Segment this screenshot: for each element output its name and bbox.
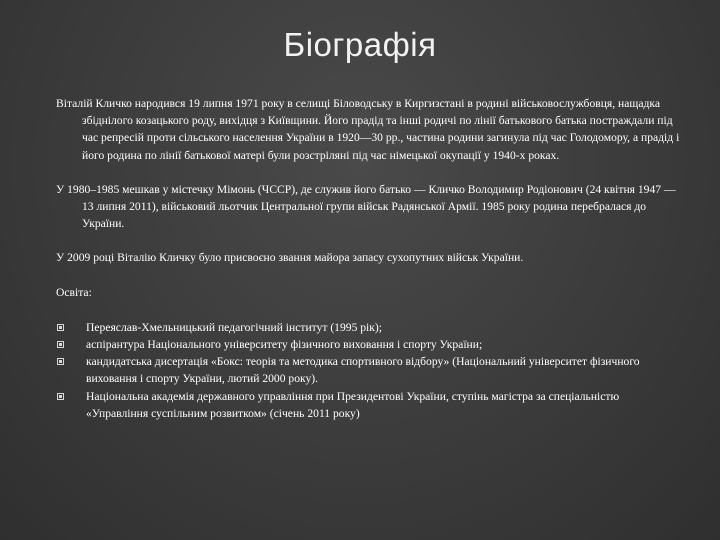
bullet-icon bbox=[57, 341, 64, 348]
education-item bbox=[86, 353, 682, 387]
education-item-text: Переяслав-Хмельницький педагогічний інститут (1995 рік); bbox=[86, 320, 382, 334]
paragraph-rank: У 2009 році Віталію Кличку було присвоєно звання майора запасу сухопутних військ України. bbox=[56, 251, 524, 265]
bullet-icon bbox=[57, 393, 64, 400]
education-item-text: Національна академія державного управління при Президентові України, ступінь магістра за спеціальністю «Управління суспільним розвитком» (січень 2011 року) bbox=[86, 389, 620, 420]
bullet-icon bbox=[57, 358, 64, 365]
education-item bbox=[86, 336, 682, 353]
slide-title: Біографія bbox=[283, 26, 437, 63]
education-list bbox=[56, 319, 682, 422]
slide-content bbox=[56, 95, 682, 422]
education-item bbox=[86, 388, 682, 422]
paragraph-birth: Віталій Кличко народився 19 липня 1971 року в селищі Біловодську в Киргизстані в родині військовослужбовця, нащадка збіднілого козацького роду, вихідця з Київщини. Його прадід та інші родичі по лінії батькового батька постраждали під час репресій проти сільського населення України в 1920—30 рр., частина родини загинула під час Голодомору, а прадід і його родина по лінії батькової матері були розстріляні під час німецької окупації у 1940-х роках. bbox=[56, 97, 680, 162]
education-item bbox=[86, 319, 682, 336]
paragraph-childhood: У 1980–1985 мешкав у містечку Мімонь (ЧССР), де служив його батько — Кличко Володимир Родіонович (24 квітня 1947 — 13 липня 2011), військовий льотчик Центральної групи військ Радянської Армії. 1985 року родина перебралася до України. bbox=[56, 182, 676, 231]
education-item-text: аспірантура Національного університету фізичного виховання і спорту України; bbox=[86, 338, 483, 352]
bullet-icon bbox=[57, 324, 64, 331]
education-heading: Освіта: bbox=[56, 285, 92, 299]
education-item-text: кандидатська дисертація «Бокс: теорія та методика спортивного відбору» (Національний університет фізичного виховання і спорту України, лютий 2000 року). bbox=[86, 355, 640, 386]
